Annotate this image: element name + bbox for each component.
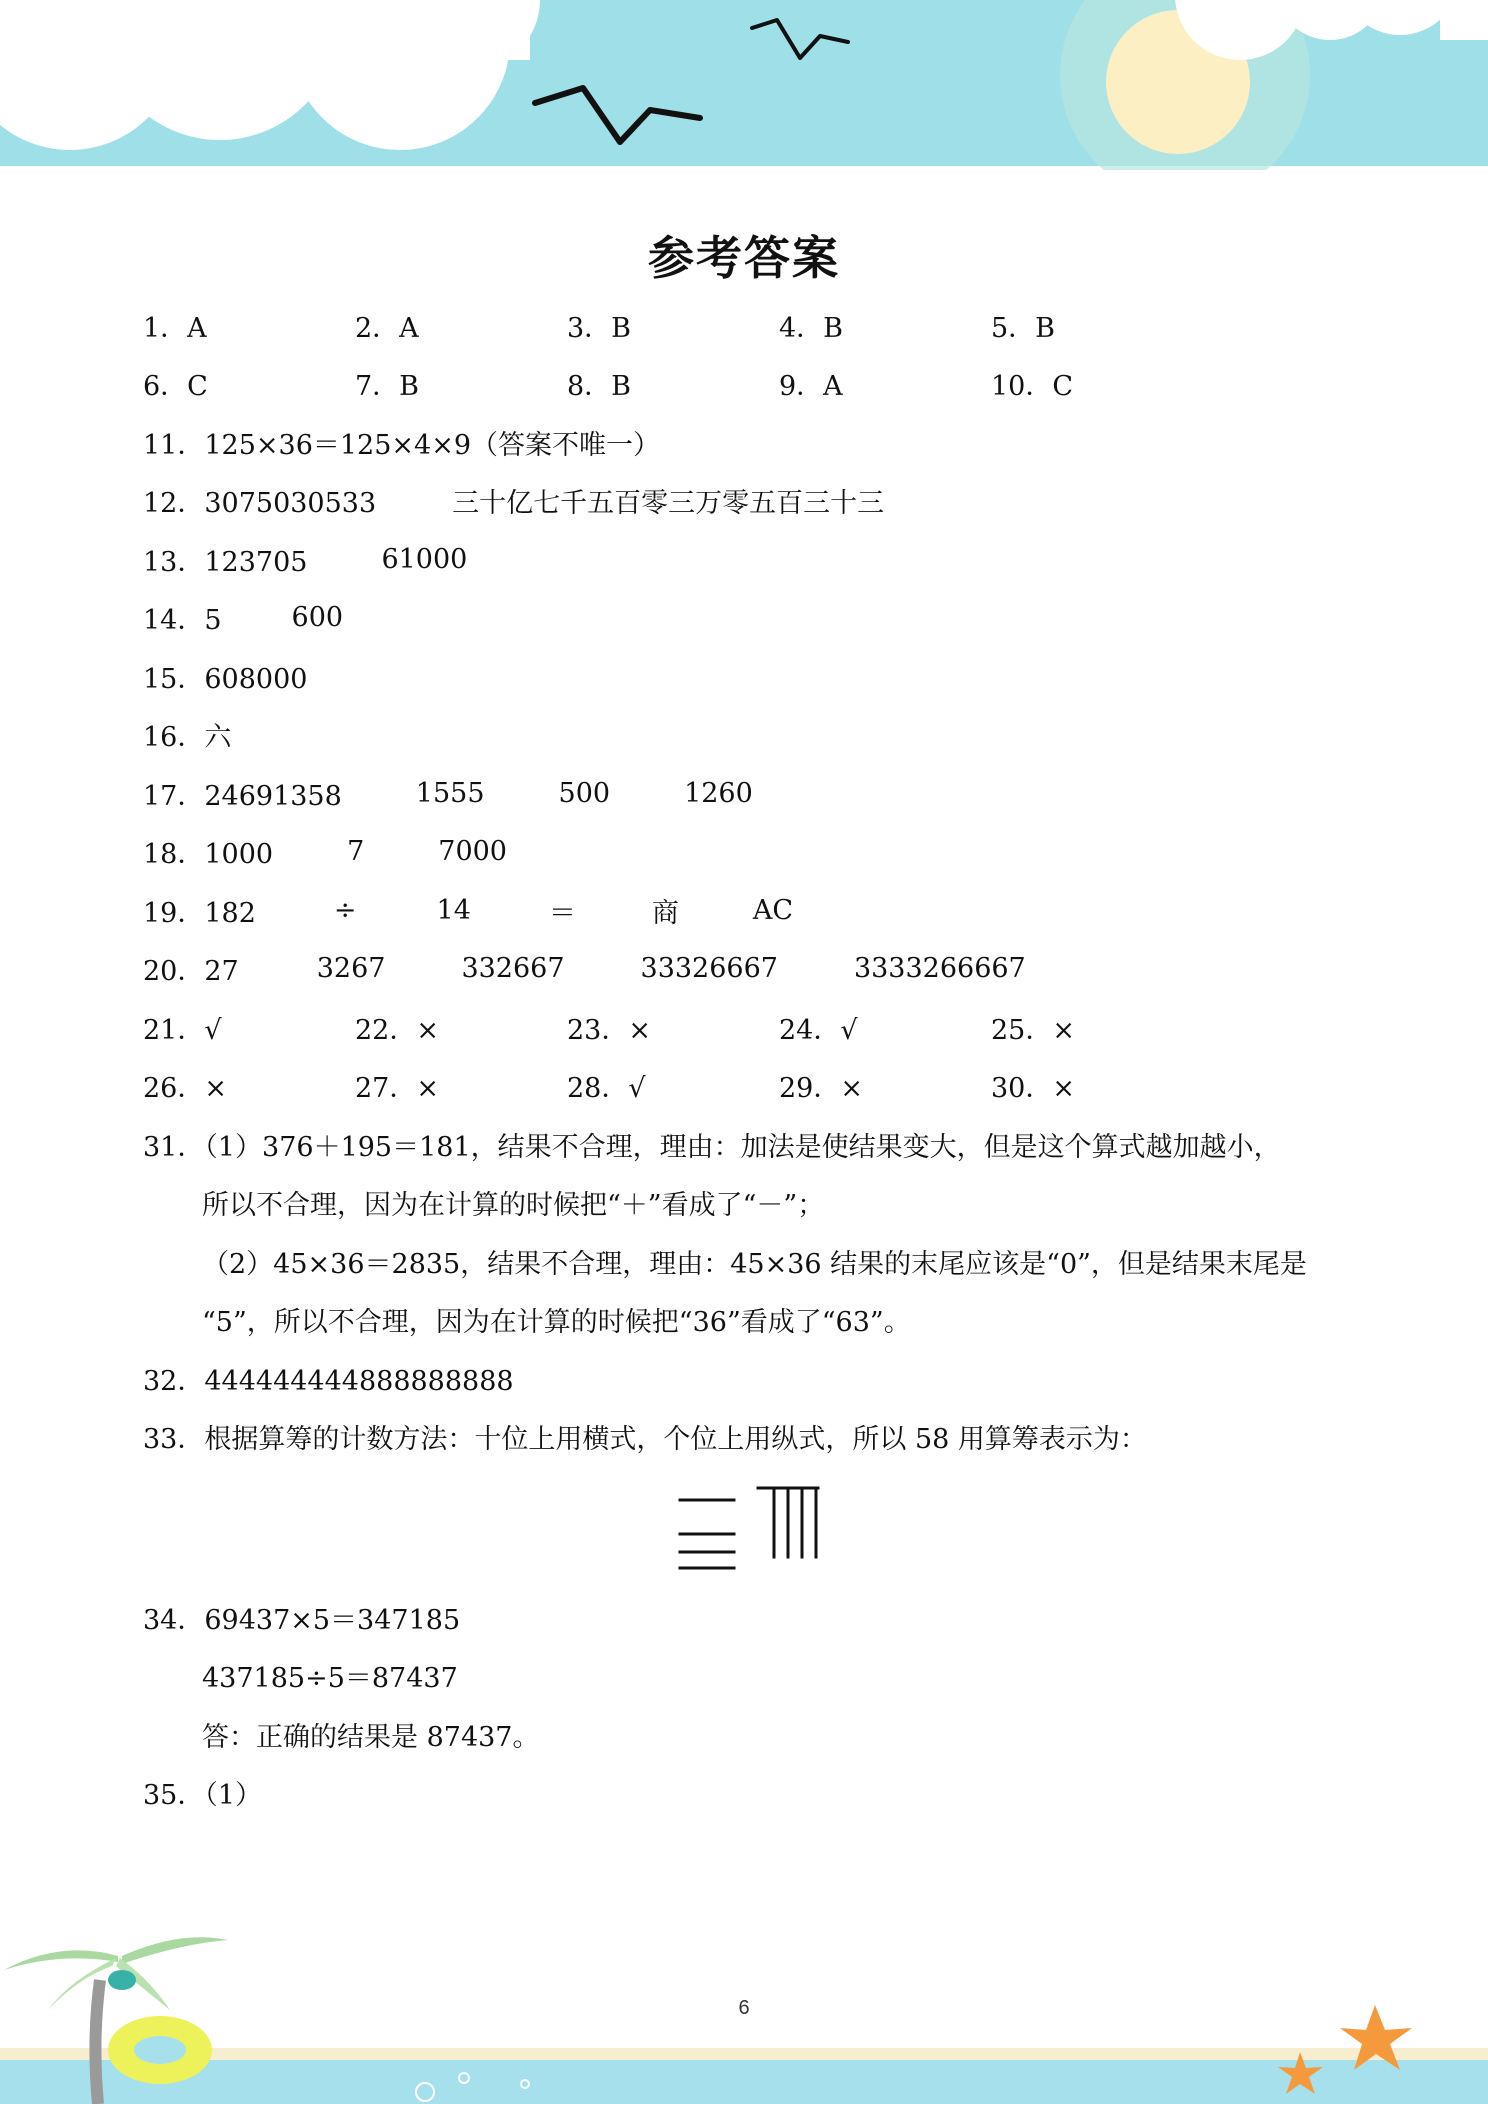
answer-text: 12．3075030533	[143, 488, 377, 520]
answer-line	[143, 1349, 1363, 1408]
answer-item: 2．A	[355, 312, 419, 344]
answer-text: 15．608000	[143, 663, 308, 695]
answer-list	[143, 296, 1363, 1822]
answer-text: （2）45×36＝2835，结果不合理，理由：45×36 结果的末尾应该是“0”，但是结果末尾是	[202, 1248, 1307, 1280]
answer-item: 10．C	[991, 371, 1074, 403]
sea-strip	[0, 2060, 1488, 2104]
judge-row	[143, 998, 1363, 1057]
answer-text: 31．（1）376＋195＝181，结果不合理，理由：加法是使结果变大，但是这个算式越加越小，	[143, 1131, 1281, 1163]
answer-item: 23．×	[567, 1014, 651, 1046]
answer-line	[143, 1588, 1363, 1647]
answer-item: 9．A	[779, 371, 843, 403]
answer-text: 11．125×36＝125×4×9（答案不唯一）	[143, 429, 661, 461]
answer-text: 500	[558, 777, 611, 809]
answer-text: ÷	[333, 894, 357, 926]
answer-item: 28．√	[567, 1073, 646, 1105]
answer-line	[143, 1174, 1363, 1233]
page-title: 参考答案	[648, 231, 840, 285]
counting-rods-58-icon	[678, 1482, 828, 1572]
answer-line	[143, 1291, 1363, 1350]
answer-item: 22．×	[355, 1014, 439, 1046]
answer-item: 4．B	[779, 312, 844, 344]
answer-text: 32．444444444888888888	[143, 1365, 514, 1397]
answer-line	[143, 823, 1363, 882]
answer-text: 20．27	[143, 956, 239, 988]
answer-text: 答：正确的结果是 87437。	[202, 1721, 540, 1753]
answer-line	[143, 1115, 1363, 1174]
answer-line	[143, 706, 1363, 765]
answer-text: 437185÷5＝87437	[202, 1663, 458, 1695]
answer-text: 3333266667	[853, 953, 1026, 985]
page-number: 6	[738, 1997, 750, 2019]
answer-line	[143, 530, 1363, 589]
answer-text: 商	[651, 897, 679, 929]
answer-item: 3．B	[567, 312, 632, 344]
answer-text: 19．182	[143, 897, 256, 929]
answer-line	[143, 472, 1363, 531]
answer-line	[143, 589, 1363, 648]
answer-text: AC	[752, 894, 794, 926]
answer-line	[143, 1705, 1363, 1764]
answer-line	[143, 1408, 1363, 1467]
answer-text: 1260	[684, 777, 753, 809]
answer-text: 三十亿七千五百零三万零五百三十三	[452, 488, 885, 520]
sand-strip	[0, 2048, 1488, 2060]
answer-line	[143, 413, 1363, 472]
answer-text: 14．5	[143, 605, 222, 637]
cloud-left	[0, 0, 540, 150]
answer-text: 61000	[381, 543, 468, 575]
answer-text: 13．123705	[143, 546, 308, 578]
answer-text: 34．69437×5＝347185	[143, 1604, 461, 1636]
answer-text: 35．（1）	[143, 1780, 263, 1812]
beach-banner	[0, 1900, 1488, 2104]
answer-item: 1．A	[143, 312, 207, 344]
answer-text: 17．24691358	[143, 780, 342, 812]
answer-text: 600	[291, 602, 344, 634]
answer-line	[143, 1764, 1363, 1823]
answer-item: 21．√	[143, 1014, 222, 1046]
answer-text: 18．1000	[143, 839, 274, 871]
answer-item: 27．×	[355, 1073, 439, 1105]
answer-text: 7	[347, 836, 365, 868]
answer-item: 30．×	[991, 1073, 1075, 1105]
answer-item: 6．C	[143, 371, 208, 403]
answer-text: ＝	[548, 897, 576, 929]
answer-item: 26．×	[143, 1073, 227, 1105]
answer-text: “5”，所以不合理，因为在计算的时候把“36”看成了“63”。	[202, 1307, 911, 1339]
answer-text: 所以不合理，因为在计算的时候把“＋”看成了“－”；	[202, 1190, 825, 1222]
answer-text: 33．根据算筹的计数方法：十位上用横式，个位上用纵式，所以 58 用算筹表示为：	[143, 1424, 1147, 1456]
answer-item: 5．B	[991, 312, 1056, 344]
answer-line	[143, 647, 1363, 706]
answer-text: 14	[436, 894, 471, 926]
sky-banner	[0, 0, 1488, 170]
swim-ring-icon	[108, 2016, 212, 2084]
judge-row	[143, 1057, 1363, 1116]
answer-line	[143, 1232, 1363, 1291]
answer-item: 25．×	[991, 1014, 1075, 1046]
answer-text: 3267	[316, 953, 386, 985]
answer-text: 33326667	[640, 953, 778, 985]
choice-row	[143, 355, 1363, 414]
answer-item: 29．×	[779, 1073, 863, 1105]
answer-line	[143, 764, 1363, 823]
answer-line	[143, 940, 1363, 999]
counting-rods-figure	[143, 1466, 1363, 1588]
answer-line	[143, 1647, 1363, 1706]
answer-text: 7000	[438, 836, 507, 868]
choice-row	[143, 296, 1363, 355]
answer-item: 24．√	[779, 1014, 858, 1046]
answer-text: 16．六	[143, 722, 232, 754]
answer-item: 7．B	[355, 371, 420, 403]
answer-item: 8．B	[567, 371, 632, 403]
answer-text: 1555	[415, 777, 485, 809]
answer-text: 332667	[461, 953, 565, 985]
answer-line	[143, 881, 1363, 940]
